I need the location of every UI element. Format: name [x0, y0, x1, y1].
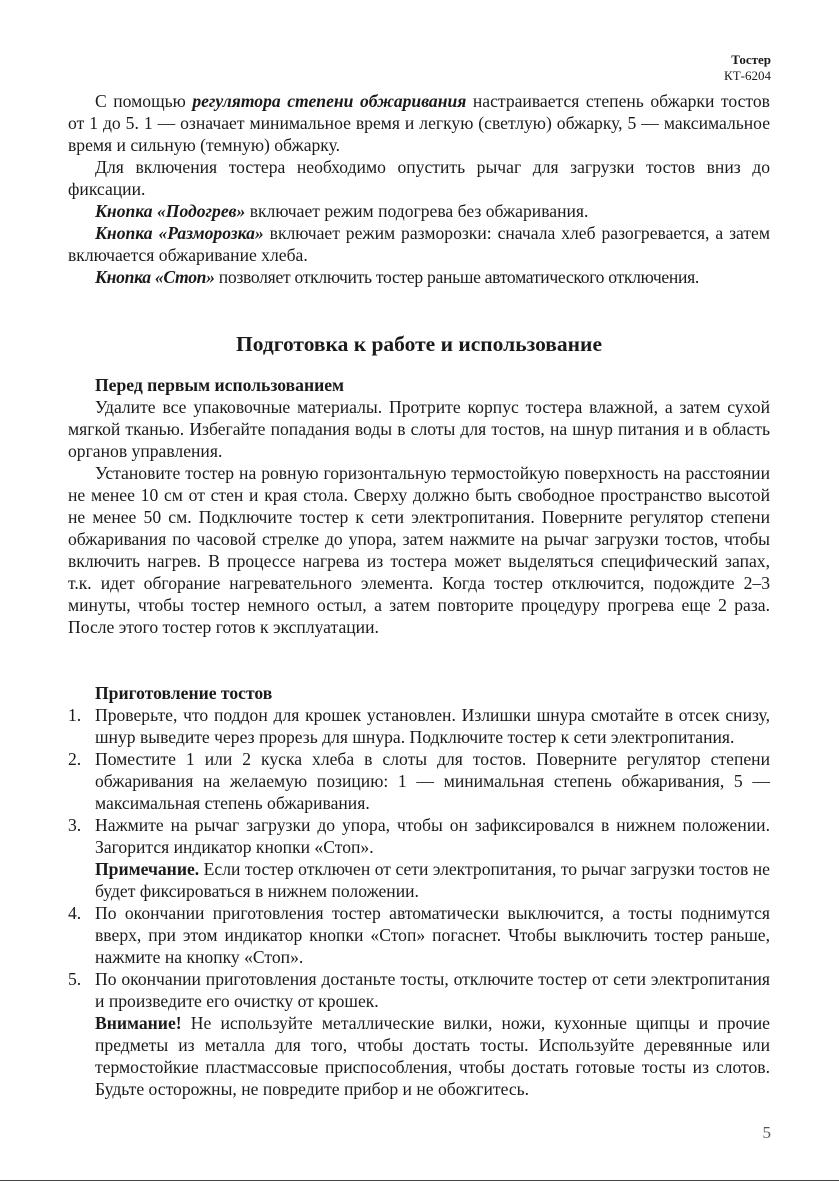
section-title: Подготовка к работе и использование — [236, 332, 602, 356]
intro-text: С помощью — [95, 91, 193, 111]
defrost-button-term: Кнопка «Разморозка» — [95, 223, 264, 243]
intro-text: настраивается степень обжарки тостов от 1 до 5. 1 — означает минимальное время и легкую (светлую) обжарку, 5 — максимальное время и сильную (темную) обжарку. — [68, 91, 770, 155]
warning-label: Внимание! — [95, 1013, 182, 1033]
intro-paragraph-stop — [68, 266, 770, 288]
toast-steps-list — [68, 704, 770, 1100]
stop-button-term: Кнопка «Стоп» — [95, 267, 215, 287]
toast-preparation-section — [68, 682, 770, 1100]
reheat-button-term: Кнопка «Подогрев» — [95, 201, 246, 221]
before-first-use-section — [68, 374, 770, 638]
before-first-use-paragraph-2: Установите тостер на ровную горизонтальную термостойкую поверхность на расстоянии не менее 10 см от стен и края стола. Сверху должно быть свободное пространство высотой не менее 50 см. Подключите тостер к сети электропитания. Поверните регулятор степени обжаривания по часовой стрелке до упора, затем нажмите на рычаг загрузки тостов, чтобы включить нагрев. В процессе нагрева из тостера может выделяться специфический запах, т.к. идет обгорание нагревательного элемента. Когда тостер отключится, подождите 2–3 минуты, чтобы тостер немного остыл, а затем повторите процедуру прогрева еще 2 раза. После этого тостер готов к эксплуатации. — [68, 463, 770, 637]
page-number: 5 — [762, 1123, 771, 1142]
intro-paragraph-defrost — [68, 222, 770, 266]
list-item — [68, 704, 770, 748]
step-number: 3. — [68, 815, 82, 835]
step-text: По окончании приготовления тостер автоматически выключится, а тосты поднимутся вверх, при этом индикатор кнопки «Стоп» погаснет. Чтобы выключить тостер раньше, нажмите на кнопку «Стоп». — [95, 903, 770, 967]
note-text: Если тостер отключен от сети электропитания, то рычаг загрузки тостов не будет фиксироваться в нижнем положении. — [95, 859, 770, 901]
toast-preparation-heading: Приготовление тостов — [95, 683, 273, 703]
list-item — [68, 814, 770, 902]
intro-section — [68, 90, 770, 288]
list-item — [68, 748, 770, 814]
intro-paragraph-browning — [68, 90, 770, 156]
step-number: 5. — [68, 969, 82, 989]
before-first-use-heading: Перед первым использованием — [95, 375, 345, 395]
intro-text: включает режим разморозки: сначала хлеб разогревается, а затем включается обжаривание хлеба. — [68, 223, 771, 265]
header-model: КТ-6204 — [724, 68, 771, 83]
header-title: Тостер — [731, 52, 771, 67]
step-note — [95, 858, 770, 902]
intro-paragraph-reheat — [68, 200, 770, 222]
warning-text: Не используйте металлические вилки, ножи, кухонные щипцы и прочие предметы из металла для того, чтобы достать тосты. Используйте деревянные или термостойкие пластмассовые приспособления, чтобы достать готовые тосты из слотов. Будьте осторожны, не повредите прибор и не обожгитесь. — [95, 1013, 770, 1099]
before-first-use-paragraph-1: Удалите все упаковочные материалы. Протрите корпус тостера влажной, а затем сухой мягкой тканью. Избегайте попадания воды в слоты для тостов, на шнур питания и в область органов управления. — [68, 397, 770, 461]
intro-text: включает режим подогрева без обжаривания. — [245, 201, 589, 221]
step-number: 4. — [68, 903, 82, 923]
note-label: Примечание. — [95, 859, 200, 879]
step-text: Поместите 1 или 2 куска хлеба в слоты для тостов. Поверните регулятор степени обжаривания на желаемую позицию: 1 — минимальная степень обжаривания, 5 — максимальная степень обжаривания. — [95, 749, 770, 813]
step-text: Проверьте, что поддон для крошек установлен. Излишки шнура смотайте в отсек снизу, шнур выведите через прорезь для шнура. Подключите тостер к сети электропитания. — [95, 705, 770, 747]
step-warning — [95, 1012, 770, 1100]
intro-text: позволяет отключить тостер раньше автоматического отключения. — [214, 267, 700, 287]
browning-regulator-term: регулятора степени обжаривания — [192, 91, 467, 111]
list-item — [68, 968, 770, 1100]
step-number: 2. — [68, 749, 82, 769]
page-bottom-divider — [0, 1180, 839, 1181]
intro-paragraph-lever: Для включения тостера необходимо опустить рычаг для загрузки тостов вниз до фиксации. — [68, 157, 770, 199]
step-text: Нажмите на рычаг загрузки до упора, чтобы он зафиксировался в нижнем положении. Загорится индикатор кнопки «Стоп». — [95, 815, 770, 857]
step-text: По окончании приготовления достаньте тосты, отключите тостер от сети электропитания и произведите его очистку от крошек. — [95, 969, 770, 1011]
step-number: 1. — [68, 705, 82, 725]
page-header — [724, 52, 771, 84]
list-item — [68, 902, 770, 968]
